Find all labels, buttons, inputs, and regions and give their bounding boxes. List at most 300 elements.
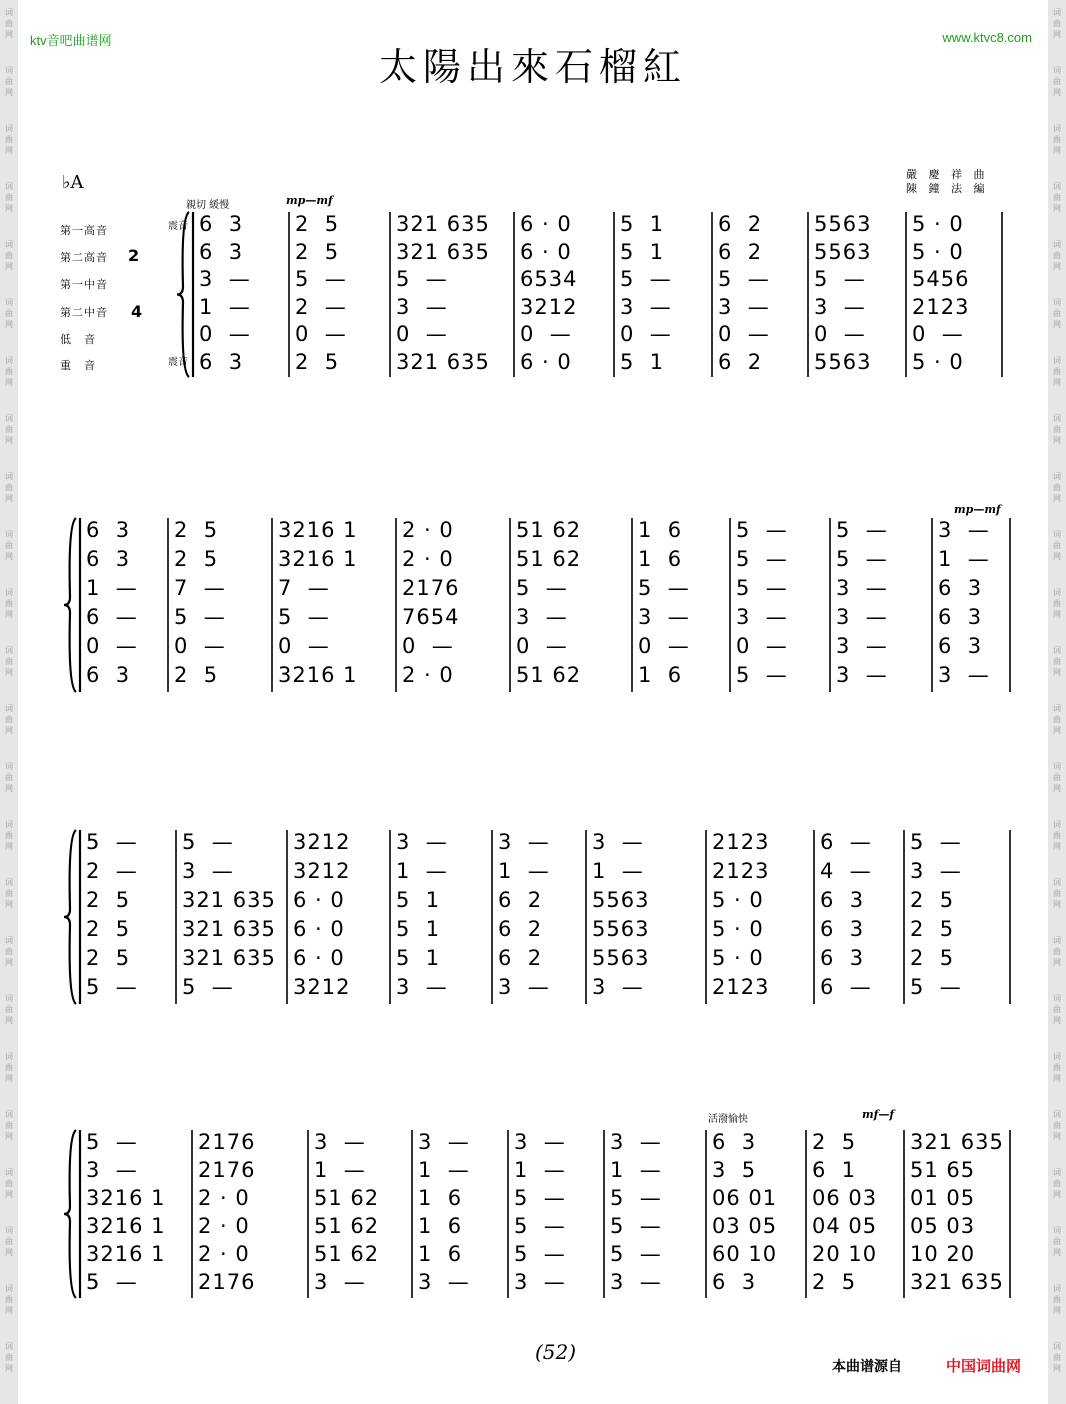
watermark-char: 词: [5, 1052, 13, 1061]
note-cell: 6 2: [718, 349, 763, 374]
note-cell: 3212: [293, 830, 351, 854]
note-cell: 0 —: [396, 322, 448, 346]
note-cell: 3 —: [514, 1130, 566, 1154]
watermark-char: 曲: [5, 135, 13, 144]
note-cell: 1 —: [314, 1158, 366, 1182]
note-cell: 1 —: [592, 859, 644, 883]
note-cell: 0 —: [718, 322, 770, 346]
watermark-char: 词: [5, 182, 13, 191]
note-cell: 1 —: [938, 547, 990, 571]
note-cell: 5 —: [396, 267, 448, 291]
watermark-char: 词: [1053, 1226, 1061, 1235]
note-cell: 6 —: [820, 975, 872, 999]
note-cell: 5 —: [278, 605, 330, 629]
watermark-char: 网: [5, 1016, 13, 1025]
page-title: 太陽出來石榴紅: [378, 45, 687, 89]
watermark-char: 网: [1053, 146, 1061, 155]
note-cell: 2 5: [910, 888, 955, 912]
note-cell: 2123: [712, 859, 770, 883]
note-cell: 321 635: [396, 212, 490, 236]
watermark-char: 曲: [1053, 541, 1061, 550]
watermark-char: 曲: [5, 599, 13, 608]
note-cell: 5563: [814, 212, 872, 236]
note-cell: 3216 1: [86, 1242, 166, 1266]
watermark-char: 网: [1053, 1190, 1061, 1199]
watermark-char: 网: [5, 842, 13, 851]
note-cell: 5 —: [638, 576, 690, 600]
tempo-marking-intro: 親切 緩慢: [186, 200, 230, 211]
header-site-right: www.ktvc8.com: [942, 30, 1032, 45]
note-cell: 3212: [293, 975, 351, 999]
watermark-char: 网: [1053, 1016, 1061, 1025]
watermark-char: 网: [5, 726, 13, 735]
note-cell: 06 03: [812, 1186, 878, 1210]
dynamic-marking: mf—f: [862, 1108, 895, 1121]
note-cell: 5 —: [514, 1186, 566, 1210]
watermark-char: 网: [1053, 378, 1061, 387]
note-cell: 2 5: [910, 946, 955, 970]
note-cell: 6 · 0: [293, 917, 345, 941]
note-cell: 7654: [402, 605, 460, 629]
note-cell: 05 03: [910, 1214, 976, 1238]
note-cell: 5 —: [182, 830, 234, 854]
watermark-char: 词: [5, 820, 13, 829]
note-cell: 6 3: [820, 888, 865, 912]
note-cell: 321 635: [182, 888, 276, 912]
note-cell: 1 —: [514, 1158, 566, 1182]
note-cell: 1 6: [638, 663, 683, 687]
watermark-char: 词: [1053, 1110, 1061, 1119]
watermark-char: 曲: [5, 77, 13, 86]
watermark-char: 曲: [1053, 309, 1061, 318]
watermark-char: 词: [1053, 472, 1061, 481]
note-cell: 1 —: [396, 859, 448, 883]
note-cell: 5 —: [718, 267, 770, 291]
watermark-char: 曲: [5, 251, 13, 260]
note-cell: 2 · 0: [198, 1214, 250, 1238]
note-cell: 6 3: [938, 576, 983, 600]
watermark-char: 网: [5, 146, 13, 155]
note-cell: 5 · 0: [712, 888, 764, 912]
note-cell: 5 1: [396, 888, 441, 912]
note-cell: 5 —: [836, 518, 888, 542]
note-cell: 5 1: [620, 349, 665, 374]
watermark-char: 曲: [1053, 657, 1061, 666]
watermark-char: 网: [5, 262, 13, 271]
key-signature: ♭A: [62, 172, 84, 193]
note-cell: 4 —: [820, 859, 872, 883]
note-cell: 06 01: [712, 1186, 778, 1210]
watermark-char: 词: [5, 66, 13, 75]
note-cell: 3 —: [836, 663, 888, 687]
note-cell: 5 —: [174, 605, 226, 629]
watermark-char: 网: [1053, 30, 1061, 39]
watermark-char: 曲: [1053, 1005, 1061, 1014]
watermark-char: 曲: [1053, 1353, 1061, 1362]
note-cell: 5 —: [610, 1214, 662, 1238]
note-cell: 5 —: [295, 267, 347, 291]
watermark-char: 曲: [1053, 1295, 1061, 1304]
note-cell: 5 —: [910, 830, 962, 854]
watermark-char: 词: [5, 356, 13, 365]
note-cell: 3216 1: [86, 1186, 166, 1210]
part-label: 低 音: [60, 333, 96, 346]
note-cell: 6 3: [86, 663, 131, 687]
note-cell: 3 —: [610, 1130, 662, 1154]
tempo-marking-lively: 活潑愉快: [708, 1114, 748, 1125]
note-cell: 51 62: [314, 1242, 380, 1266]
note-cell: 3216 1: [278, 518, 358, 542]
note-cell: 3212: [293, 859, 351, 883]
watermark-char: 曲: [1053, 599, 1061, 608]
note-cell: 3216 1: [86, 1214, 166, 1238]
watermark-char: 曲: [1053, 193, 1061, 202]
note-cell: 60 10: [712, 1242, 778, 1266]
watermark-char: 曲: [5, 1353, 13, 1362]
note-cell: 3 —: [418, 1130, 470, 1154]
note-cell: 5 · 0: [912, 212, 964, 236]
watermark-char: 网: [1053, 726, 1061, 735]
watermark-char: 词: [1053, 356, 1061, 365]
watermark-char: 曲: [5, 367, 13, 376]
note-cell: 6 3: [820, 917, 865, 941]
note-cell: 2 5: [174, 547, 219, 571]
note-cell: 20 10: [812, 1242, 878, 1266]
note-cell: 5 —: [736, 547, 788, 571]
watermark-char: 词: [5, 994, 13, 1003]
system-brace: [64, 518, 76, 692]
note-cell: 3 —: [396, 975, 448, 999]
note-cell: 6 2: [498, 888, 543, 912]
note-cell: 5 1: [620, 239, 665, 264]
note-cell: 51 62: [516, 663, 582, 687]
note-cell: 1 —: [86, 576, 138, 600]
note-cell: 3216 1: [278, 547, 358, 571]
note-cell: 0 —: [174, 634, 226, 658]
watermark-char: 词: [1053, 646, 1061, 655]
watermark-char: 网: [1053, 204, 1061, 213]
note-cell: 3 —: [396, 294, 448, 319]
note-cell: 3 —: [592, 830, 644, 854]
note-cell: 6 3: [712, 1130, 757, 1154]
note-cell: 5 —: [620, 267, 672, 291]
note-cell: 51 62: [516, 518, 582, 542]
note-cell: 2176: [198, 1270, 256, 1294]
left-watermark-strip: [0, 0, 18, 1404]
note-cell: 3 —: [396, 830, 448, 854]
note-cell: 321 635: [910, 1130, 1004, 1154]
watermark-char: 曲: [1053, 135, 1061, 144]
system-brace: [64, 830, 76, 1004]
note-cell: 1 —: [610, 1158, 662, 1182]
watermark-char: 词: [5, 124, 13, 133]
note-cell: 2 —: [86, 859, 138, 883]
watermark-char: 词: [5, 472, 13, 481]
watermark-char: 曲: [1053, 1121, 1061, 1130]
watermark-char: 曲: [5, 773, 13, 782]
watermark-char: 词: [1053, 704, 1061, 713]
watermark-char: 网: [1053, 262, 1061, 271]
watermark-char: 网: [5, 784, 13, 793]
note-cell: 5 —: [86, 830, 138, 854]
note-cell: 5563: [592, 917, 650, 941]
watermark-char: 网: [5, 494, 13, 503]
watermark-char: 网: [1053, 494, 1061, 503]
note-cell: 5 —: [86, 1130, 138, 1154]
watermark-char: 词: [5, 8, 13, 17]
note-cell: 5456: [912, 267, 970, 291]
watermark-char: 网: [5, 668, 13, 677]
note-cell: 04 05: [812, 1214, 878, 1238]
note-cell: 3 —: [514, 1270, 566, 1294]
watermark-char: 网: [5, 1190, 13, 1199]
right-watermark-strip: [1048, 0, 1066, 1404]
note-cell: 3 —: [498, 975, 550, 999]
watermark-char: 网: [5, 88, 13, 97]
dynamic-marking: mp—mf: [954, 503, 1001, 516]
note-cell: 2 5: [86, 917, 131, 941]
watermark-char: 曲: [5, 309, 13, 318]
note-cell: 3 —: [638, 605, 690, 629]
note-cell: 2 5: [295, 212, 340, 236]
note-cell: 51 62: [314, 1186, 380, 1210]
watermark-char: 网: [5, 552, 13, 561]
arranger-credit: 陳 鐘 法 編: [906, 182, 989, 195]
note-cell: 0 —: [638, 634, 690, 658]
note-cell: 5 —: [610, 1242, 662, 1266]
watermark-char: 曲: [5, 1179, 13, 1188]
watermark-char: 词: [1053, 762, 1061, 771]
note-cell: 2 5: [174, 518, 219, 542]
watermark-char: 曲: [1053, 715, 1061, 724]
watermark-char: 词: [5, 414, 13, 423]
watermark-char: 词: [5, 936, 13, 945]
watermark-char: 网: [5, 1364, 13, 1373]
time-signature-top: 2: [128, 246, 140, 265]
watermark-char: 曲: [5, 1121, 13, 1130]
note-cell: 2 —: [295, 294, 347, 319]
note-cell: 2 5: [295, 349, 340, 374]
note-cell: 5 —: [610, 1186, 662, 1210]
note-cell: 2 5: [812, 1270, 857, 1294]
note-cell: 5 —: [182, 975, 234, 999]
note-cell: 7 —: [278, 576, 330, 600]
part-label: 第二中音: [60, 306, 108, 319]
note-cell: 1 —: [498, 859, 550, 883]
watermark-char: 曲: [5, 1005, 13, 1014]
watermark-char: 网: [5, 378, 13, 387]
note-cell: 0 —: [516, 634, 568, 658]
watermark-char: 词: [1053, 1052, 1061, 1061]
watermark-char: 网: [5, 1132, 13, 1141]
note-cell: 5 —: [736, 518, 788, 542]
note-cell: 3212: [520, 294, 578, 319]
note-cell: 6 · 0: [293, 946, 345, 970]
note-cell: 5 —: [910, 975, 962, 999]
note-cell: 3 —: [938, 518, 990, 542]
watermark-char: 曲: [1053, 831, 1061, 840]
note-cell: 6 2: [498, 946, 543, 970]
watermark-char: 网: [1053, 1248, 1061, 1257]
watermark-char: 词: [1053, 530, 1061, 539]
note-cell: 5 · 0: [712, 917, 764, 941]
note-cell: 5563: [814, 349, 872, 374]
watermark-char: 词: [5, 1110, 13, 1119]
note-cell: 5 1: [620, 212, 665, 236]
note-cell: 6 3: [199, 349, 244, 374]
note-cell: 6 3: [938, 605, 983, 629]
note-cell: 6 2: [498, 917, 543, 941]
watermark-char: 网: [5, 1248, 13, 1257]
note-cell: 5 —: [86, 975, 138, 999]
watermark-char: 词: [5, 704, 13, 713]
watermark-char: 网: [5, 1074, 13, 1083]
watermark-char: 网: [1053, 1306, 1061, 1315]
note-cell: 2 5: [86, 946, 131, 970]
note-cell: 1 6: [638, 518, 683, 542]
watermark-char: 词: [5, 298, 13, 307]
watermark-char: 词: [5, 530, 13, 539]
note-cell: 0 —: [736, 634, 788, 658]
note-cell: 2 · 0: [402, 663, 454, 687]
note-cell: 3 —: [836, 634, 888, 658]
watermark-char: 网: [1053, 436, 1061, 445]
note-cell: 5 —: [516, 576, 568, 600]
note-cell: 3 —: [182, 859, 234, 883]
watermark-char: 曲: [5, 541, 13, 550]
note-cell: 5 · 0: [712, 946, 764, 970]
note-cell: 2 5: [812, 1130, 857, 1154]
note-cell: 6 3: [938, 634, 983, 658]
watermark-char: 词: [1053, 124, 1061, 133]
note-cell: 10 20: [910, 1242, 976, 1266]
watermark-char: 曲: [1053, 889, 1061, 898]
note-cell: 5 —: [814, 267, 866, 291]
time-signature-bottom: 4: [131, 302, 143, 321]
note-cell: 6 3: [199, 239, 244, 264]
watermark-char: 网: [1053, 1074, 1061, 1083]
watermark-char: 网: [5, 320, 13, 329]
note-cell: 3 —: [516, 605, 568, 629]
note-cell: 51 65: [910, 1158, 976, 1182]
note-cell: 3 —: [86, 1158, 138, 1182]
note-cell: 5 1: [396, 946, 441, 970]
note-cell: 2123: [912, 294, 970, 319]
watermark-char: 网: [1053, 842, 1061, 851]
note-cell: 3 —: [836, 605, 888, 629]
note-cell: 1 6: [418, 1214, 463, 1238]
watermark-char: 曲: [1053, 1179, 1061, 1188]
note-cell: 3216 1: [278, 663, 358, 687]
watermark-char: 网: [1053, 958, 1061, 967]
note-cell: 0 —: [814, 322, 866, 346]
watermark-char: 词: [5, 1342, 13, 1351]
watermark-char: 曲: [5, 1295, 13, 1304]
note-cell: 3 —: [620, 294, 672, 319]
watermark-char: 词: [5, 646, 13, 655]
watermark-char: 词: [1053, 994, 1061, 1003]
watermark-char: 曲: [5, 425, 13, 434]
page-number: (52): [535, 1340, 577, 1364]
note-cell: 3 —: [938, 663, 990, 687]
watermark-char: 词: [1053, 414, 1061, 423]
watermark-char: 网: [1053, 1364, 1061, 1373]
note-cell: 0 —: [86, 634, 138, 658]
part-label: 第二高音: [60, 251, 108, 264]
watermark-char: 曲: [5, 193, 13, 202]
tremolo-marking: 震音: [168, 357, 188, 368]
watermark-char: 网: [5, 204, 13, 213]
note-cell: 5 —: [736, 576, 788, 600]
note-cell: 1 —: [199, 294, 251, 319]
watermark-char: 词: [1053, 878, 1061, 887]
watermark-char: 曲: [5, 19, 13, 28]
watermark-char: 曲: [5, 1237, 13, 1246]
note-cell: 0 —: [199, 322, 251, 346]
note-cell: 3 —: [498, 830, 550, 854]
note-cell: 0 —: [912, 322, 964, 346]
watermark-char: 词: [1053, 588, 1061, 597]
note-cell: 3 —: [836, 576, 888, 600]
watermark-char: 曲: [1053, 1063, 1061, 1072]
note-cell: 6 —: [86, 605, 138, 629]
note-cell: 3 —: [418, 1270, 470, 1294]
watermark-char: 曲: [5, 715, 13, 724]
note-cell: 2 · 0: [402, 518, 454, 542]
note-cell: 6 3: [199, 212, 244, 236]
watermark-char: 词: [1053, 1342, 1061, 1351]
note-cell: 1 6: [418, 1242, 463, 1266]
note-cell: 2 5: [910, 917, 955, 941]
watermark-char: 网: [1053, 1132, 1061, 1141]
note-cell: 6 2: [718, 212, 763, 236]
note-cell: 6 · 0: [293, 888, 345, 912]
watermark-char: 词: [5, 1168, 13, 1177]
note-cell: 6534: [520, 267, 578, 291]
watermark-char: 曲: [1053, 425, 1061, 434]
note-cell: 5563: [592, 888, 650, 912]
note-cell: 7 —: [174, 576, 226, 600]
watermark-char: 曲: [5, 889, 13, 898]
note-cell: 1 —: [418, 1158, 470, 1182]
watermark-char: 曲: [1053, 77, 1061, 86]
watermark-char: 网: [1053, 900, 1061, 909]
watermark-char: 曲: [1053, 483, 1061, 492]
note-cell: 2176: [402, 576, 460, 600]
watermark-char: 网: [1053, 552, 1061, 561]
note-cell: 1 6: [418, 1186, 463, 1210]
note-cell: 0 —: [295, 322, 347, 346]
note-cell: 321 635: [182, 946, 276, 970]
watermark-char: 曲: [5, 483, 13, 492]
note-cell: 01 05: [910, 1186, 976, 1210]
note-cell: 6 · 0: [520, 349, 572, 374]
note-cell: 5 · 0: [912, 239, 964, 264]
watermark-char: 曲: [1053, 947, 1061, 956]
watermark-char: 网: [5, 958, 13, 967]
watermark-char: 词: [1053, 820, 1061, 829]
note-cell: 5 · 0: [912, 349, 964, 374]
part-label: 第一中音: [60, 278, 108, 291]
note-cell: 321 635: [396, 239, 490, 264]
note-cell: 3 —: [199, 267, 251, 291]
watermark-char: 网: [1053, 320, 1061, 329]
note-cell: 5 —: [514, 1242, 566, 1266]
watermark-char: 词: [1053, 936, 1061, 945]
footer-source-label: 本曲谱源自: [832, 1359, 902, 1375]
note-cell: 3 —: [910, 859, 962, 883]
watermark-char: 网: [1053, 88, 1061, 97]
